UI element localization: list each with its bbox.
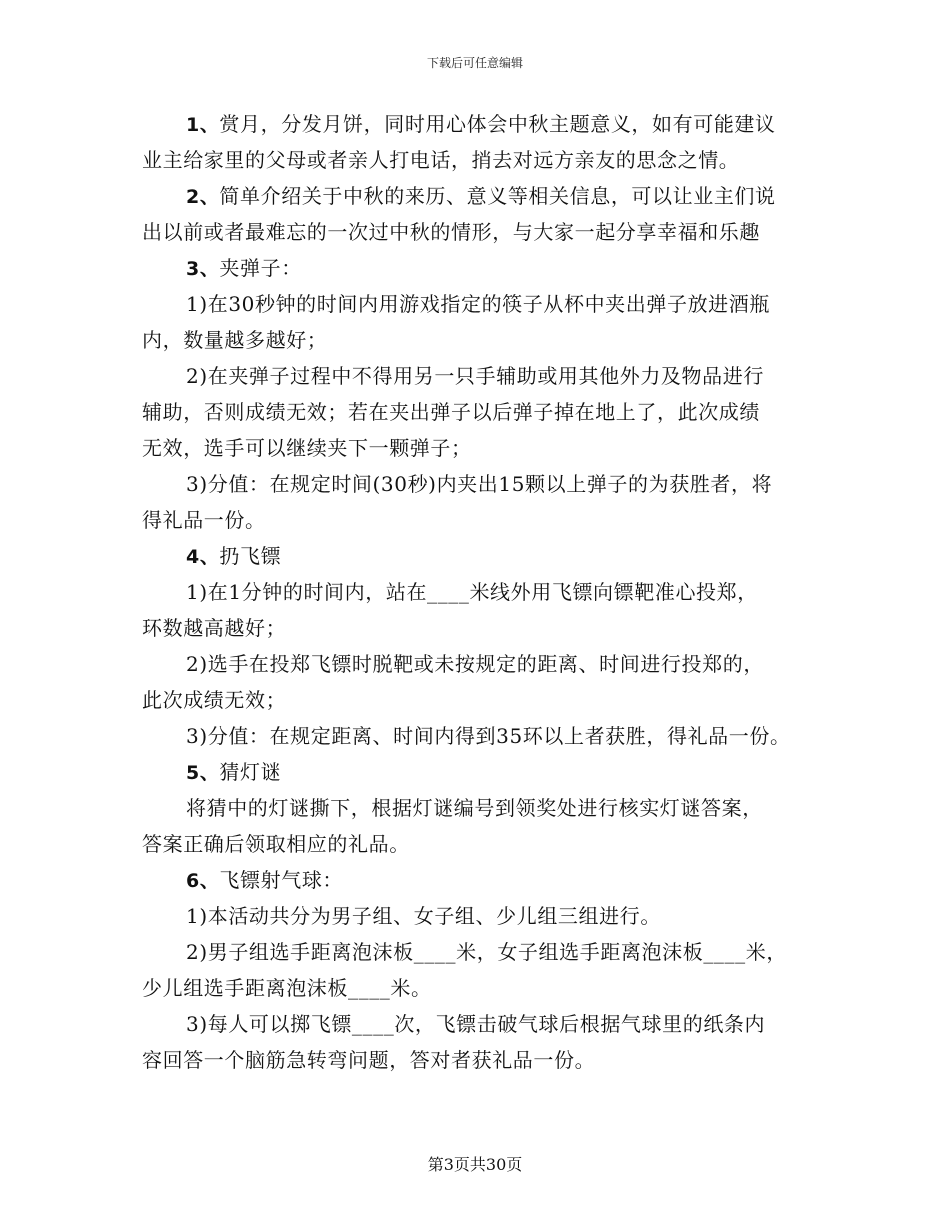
- document-body: [142, 106, 832, 1078]
- item-number: 3、: [186, 258, 220, 280]
- text-line: 内，数量越多越好；: [142, 328, 328, 352]
- text-line: 出以前或者最难忘的一次过中秋的情形，与大家一起分享幸福和乐趣: [142, 220, 760, 244]
- rule-paragraph: [142, 574, 832, 646]
- text-line: 2)在夹弹子过程中不得用另一只手辅助或用其他外力及物品进行: [186, 364, 764, 388]
- rule-paragraph: [142, 466, 832, 538]
- text-line: 3、夹弹子：: [186, 256, 302, 280]
- text-line: 1)在30秒钟的时间内用游戏指定的筷子从杯中夹出弹子放进酒瓶: [186, 292, 770, 316]
- rule-paragraph: [142, 790, 832, 862]
- item-number: 5、: [186, 762, 220, 784]
- item-number: 1、: [186, 114, 220, 136]
- item-number: 2、: [186, 186, 220, 208]
- text-line: 2)选手在投郑飞镖时脱靶或未按规定的距离、时间进行投郑的，: [186, 652, 764, 676]
- text-line: 将猜中的灯谜撕下，根据灯谜编号到领奖处进行核实灯谜答案，: [186, 796, 763, 820]
- page-number-footer: 第3页共30页: [427, 1155, 523, 1174]
- rule-paragraph: [142, 934, 832, 1006]
- rule-paragraph: [142, 898, 832, 934]
- section-heading-6: [142, 862, 832, 898]
- text-line: 5、猜灯谜: [186, 760, 282, 784]
- text-line: 3)分值：在规定距离、时间内得到35环以上者获胜，得礼品一份。: [186, 724, 791, 748]
- text-line: 6、飞镖射气球：: [186, 868, 344, 892]
- paragraph-item-1: [142, 106, 832, 178]
- text-line: 3)分值：在规定时间(30秒)内夹出15颗以上弹子的为获胜者，将: [186, 472, 773, 496]
- item-number: 4、: [186, 546, 220, 568]
- text-line: 此次成绩无效；: [142, 688, 287, 712]
- text-line: 得礼品一份。: [142, 508, 266, 532]
- text-line: 1)本活动共分为男子组、女子组、少儿组三组进行。: [186, 904, 661, 928]
- item-number: 6、: [186, 870, 220, 892]
- rule-paragraph: [142, 358, 832, 466]
- text-line: 2、简单介绍关于中秋的来历、意义等相关信息，可以让业主们说: [186, 184, 776, 208]
- section-heading-5: [142, 754, 832, 790]
- section-heading-4: [142, 538, 832, 574]
- text-line: 无效，选手可以继续夹下一颗弹子；: [142, 436, 472, 460]
- text-line: 答案正确后领取相应的礼品。: [142, 832, 410, 856]
- text-line: 3)每人可以掷飞镖____次，飞镖击破气球后根据气球里的纸条内: [186, 1012, 766, 1036]
- text-line: 2)男子组选手距离泡沫板____米，女子组选手距离泡沫板____米，: [186, 940, 787, 964]
- text-line: 少儿组选手距离泡沫板____米。: [142, 976, 432, 1000]
- paragraph-item-2: [142, 178, 832, 250]
- text-line: 容回答一个脑筋急转弯问题，答对者获礼品一份。: [142, 1048, 596, 1072]
- text-line: 4、扔飞镖: [186, 544, 282, 568]
- rule-paragraph: [142, 646, 832, 718]
- text-line: 业主给家里的父母或者亲人打电话，捎去对远方亲友的思念之情。: [142, 148, 740, 172]
- rule-paragraph: [142, 1006, 832, 1078]
- page-header: 下载后可任意编辑: [426, 56, 523, 70]
- text-line: 环数越高越好；: [142, 616, 287, 640]
- rule-paragraph: [142, 718, 832, 754]
- rule-paragraph: [142, 286, 832, 358]
- text-line: 1、赏月，分发月饼，同时用心体会中秋主题意义，如有可能建议: [186, 112, 776, 136]
- text-line: 辅助，否则成绩无效；若在夹出弹子以后弹子掉在地上了，此次成绩: [142, 400, 760, 424]
- section-heading-3: [142, 250, 832, 286]
- text-line: 1)在1分钟的时间内，站在____米线外用飞镖向镖靶准心投郑，: [186, 580, 758, 604]
